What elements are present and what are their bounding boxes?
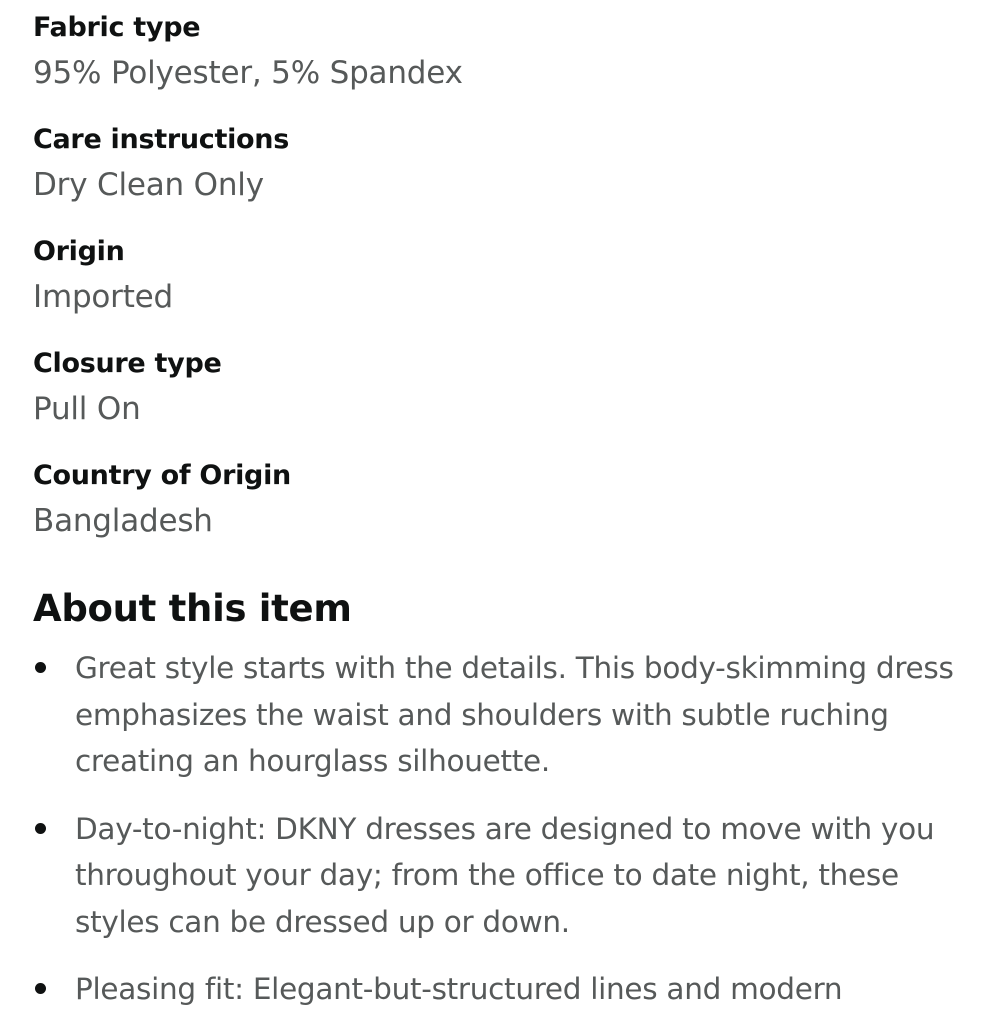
product-details-section	[33, 0, 960, 1006]
detail-value: Pull On	[33, 391, 141, 427]
bullet-text: Great style starts with the details. This body-skimming dress emphasizes the waist and shoulders with subtle ruching creating an hourglass silhouette.	[75, 651, 954, 778]
detail-label: Fabric type	[33, 12, 201, 43]
detail-row-closure-type	[33, 336, 960, 448]
bullet-icon	[35, 823, 46, 834]
detail-label: Origin	[33, 236, 125, 267]
detail-label: Country of Origin	[33, 460, 291, 491]
detail-value: Bangladesh	[33, 503, 213, 539]
detail-row-country-of-origin	[33, 448, 960, 560]
detail-row-origin	[33, 224, 960, 336]
bullet-icon	[35, 983, 46, 994]
detail-value: Imported	[33, 279, 174, 315]
detail-value: Dry Clean Only	[33, 167, 264, 203]
list-item	[33, 645, 963, 785]
detail-value: 95% Polyester, 5% Spandex	[33, 55, 463, 91]
bullet-text: Day-to-night: DKNY dresses are designed to move with you throughout your day; from the office to date night, these styles can be dressed up or down.	[75, 811, 935, 939]
detail-row-fabric-type	[33, 0, 960, 112]
detail-label: Care instructions	[33, 124, 289, 155]
detail-row-care-instructions	[33, 112, 960, 224]
about-bullet-list	[33, 645, 963, 1034]
detail-label: Closure type	[33, 348, 222, 379]
about-this-item-heading: About this item	[33, 587, 352, 630]
bullet-icon	[35, 662, 46, 673]
list-item	[33, 966, 963, 1013]
list-item	[33, 806, 963, 946]
bullet-text: Pleasing fit: Elegant-but-structured lines and modern	[75, 972, 843, 1006]
